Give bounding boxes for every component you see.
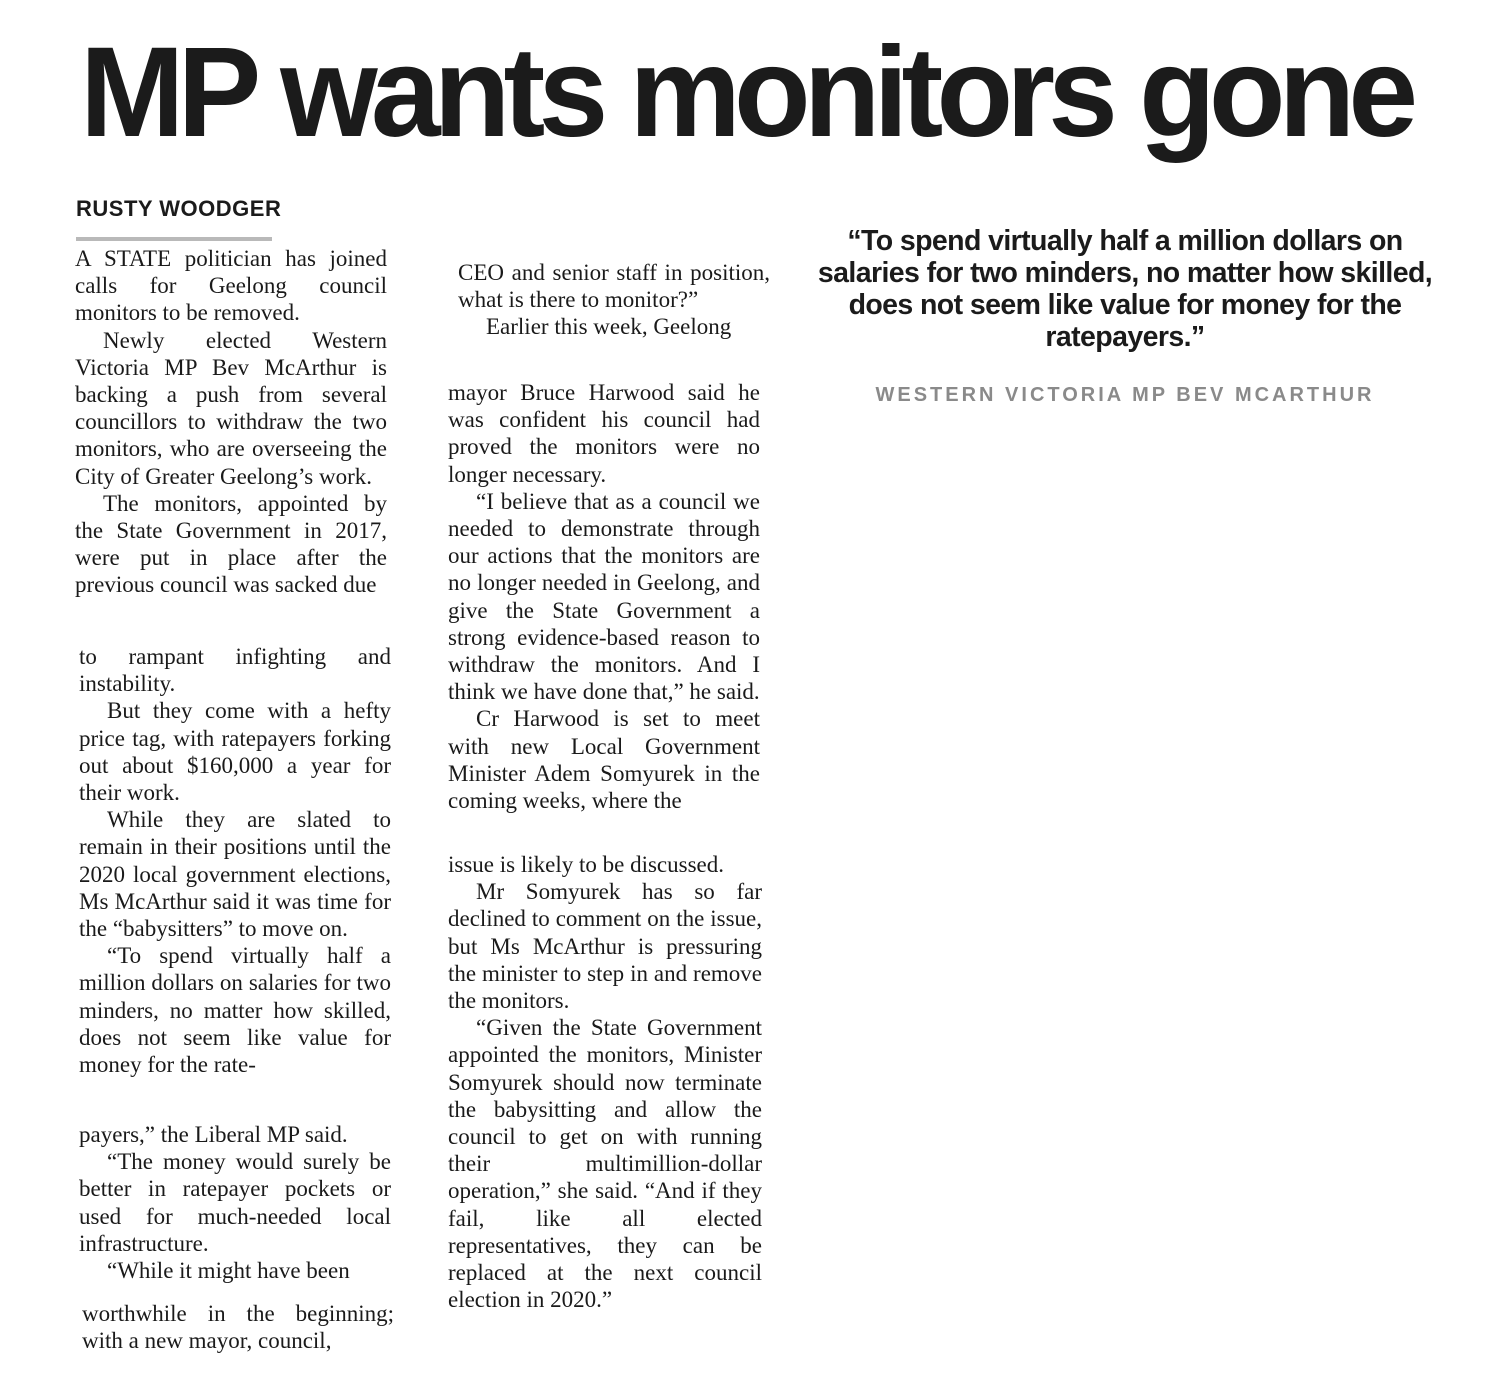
body-paragraph-continued: mayor Bruce Harwood said he was confident his council had proved the monitors were no longer necessary. — [448, 380, 760, 487]
pull-quote-attribution: WESTERN VICTORIA MP BEV MCARTHUR — [875, 384, 1375, 406]
byline: RUSTY WOODGER — [76, 196, 282, 221]
body-paragraph: Cr Harwood is set to meet with new Local Government Minister Adem Somyurek in the coming weeks, where the — [448, 706, 760, 814]
body-paragraph: While they are slated to remain in their positions until the 2020 local government elections, Ms McArthur said it was time for the “babysitters” to move on. — [79, 807, 391, 942]
body-paragraph-continued: worthwhile in the beginning; with a new mayor, council, — [82, 1301, 394, 1354]
body-paragraph: Earlier this week, Geelong — [486, 314, 732, 340]
body-paragraph: “I believe that as a council we needed to demonstrate through our actions that the monitors are no longer needed in Geelong, and give the State Government a strong evidence-based reason to withdraw the monitors. And I think we have done that,” he said. — [448, 488, 760, 705]
body-paragraph: “Given the State Government appointed the monitors, Minister Somyurek should now terminate the babysitting and allow the council to get on with running their multimillion-dollar operation,” she said. “And if they fail, like all elected representatives, they can be replaced at the next council election in 2020.” — [448, 1015, 762, 1313]
column-1-bottom — [82, 1300, 394, 1354]
column-2-middle — [448, 379, 760, 814]
body-paragraph-continued: issue is likely to be discussed. — [448, 852, 724, 877]
body-paragraph-continued: CEO and senior staff in position, what is there to monitor?” — [458, 260, 770, 313]
body-paragraph-continued: payers,” the Liberal MP said. — [79, 1122, 348, 1147]
column-2-bottom — [448, 851, 762, 1313]
body-paragraph: A STATE politician has joined calls for Geelong council monitors to be removed. — [75, 246, 387, 326]
column-1-top — [75, 245, 387, 599]
body-paragraph: “To spend virtually half a million dollars on salaries for two minders, no matter how skilled, does not seem like value for money for the rate- — [79, 943, 391, 1078]
body-paragraph: But they come with a hefty price tag, with ratepayers forking out about $160,000 a year for their work. — [79, 698, 391, 806]
body-paragraph: “While it might have been — [107, 1258, 350, 1284]
body-paragraph: “The money would surely be better in ratepayer pockets or used for much-needed local infrastructure. — [79, 1149, 391, 1256]
body-paragraph: Mr Somyurek has so far declined to comment on the issue, but Ms McArthur is pressuring the minister to step in and remove the monitors. — [448, 879, 762, 1014]
column-2-top — [458, 259, 770, 341]
byline-divider — [76, 237, 272, 241]
column-1-middle — [79, 643, 391, 1078]
body-paragraph: The monitors, appointed by the State Government in 2017, were put in place after the previous council was sacked due — [75, 490, 387, 598]
body-paragraph-continued: to rampant infighting and instability. — [79, 644, 391, 697]
column-1-lower — [79, 1121, 391, 1284]
headline: MP wants monitors gone — [80, 21, 1412, 164]
pull-quote: “To spend virtually half a million dollars on salaries for two minders, no matter how skilled, does not seem like value for money for the ratepayers.” — [817, 225, 1433, 353]
body-paragraph: Newly elected Western Victoria MP Bev McArthur is backing a push from several councillors to withdraw the two monitors, who are overseeing the City of Greater Geelong’s work. — [75, 327, 387, 489]
